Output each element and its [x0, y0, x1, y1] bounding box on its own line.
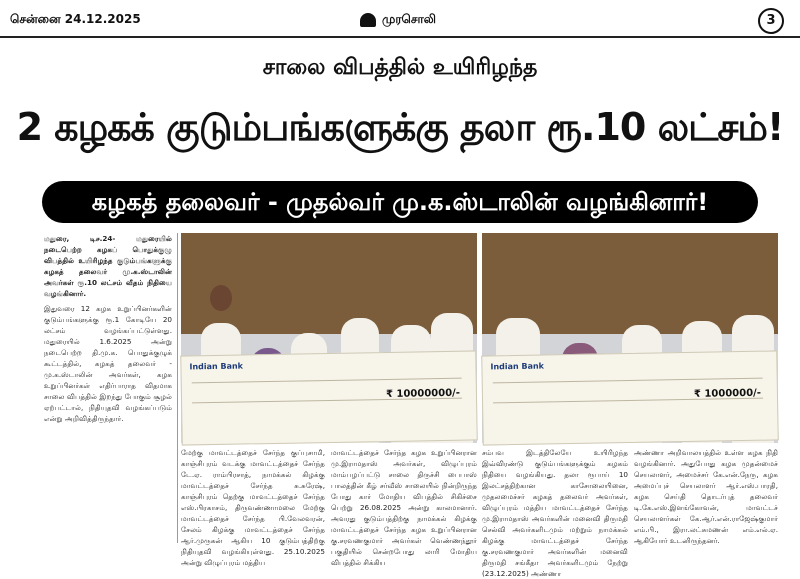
masthead: [360, 12, 436, 28]
subheadline: சாலை விபத்தில் உயிரிழந்த: [262, 55, 538, 80]
article-column-3: மாவட்டத்தைச் சேர்ந்த கழக உறுப்பினரான மு.இராமதாஸ் அவர்கள், விழுப்புரம் மாம்பழப்பட்டு சாலை திருச்சி பைபாஸ் பாலத்தின் கீழ் சர்வீஸ் சாலையில் நின்றிருந்த போது கார் மோதிய விபத்தில் சிகிச்சை பெற்று 26.08.2025 அன்று காலமானார். அவரது குடும்பத்திற்கு நாமக்கல் கிழக்கு மாவட்டத்தைச் சேர்ந்த கழக உறுப்பினரான கு.சரவணகுமார் அவர்கள் வெண்ணந்தூர் பகுதியில் சென்றபோது லாரி மோதிய விபத்தில் சிக்கிய: [331, 448, 477, 567]
cheque-bank-name: Indian Bank: [189, 361, 244, 372]
article-column-1: [44, 233, 172, 543]
cheque-image: [481, 350, 779, 445]
column-divider: [177, 233, 178, 543]
photo-left: [181, 233, 477, 443]
article-column-4: சம்பவ இடத்திலேயே உயிரிழந்த இவ்விரண்டு குடும்பங்களுக்கும் கழகம் நிதியை வழங்கியது. தலா ரூபாய் 10 இலட்சத்திற்கான காசோலையினை, முதலமைச்சர் கழகத் தலைவர் அவர்கள், விழுப்புரம் மத்திய மாவட்டத்தைச் சேர்ந்த மு.இராமதாஸ் அவர்களின் மனைவி திருமதி செல்வி அவர்களிடமும் மற்றும் நாமக்கல் கிழக்கு மாவட்டத்தைச் சேர்ந்த கு.சரவணகுமார் அவர்களின் மனைவி திருமதி சங்கீதா அவர்களிடமும் நேற்று (23.12.2025) அண்ணா: [482, 448, 628, 578]
photo-right: [482, 233, 778, 443]
cheque-image: [180, 350, 478, 445]
article-lead: மதுரை, டிச.24- மதுரையில் நடைபெற்ற கழகப் பொதுக்குழு விபத்தில் உயிரிழந்த குடும்பங்களுக்கு கழகத் தலைவர் மு.க.ஸ்டாலின் அவர்கள் ரூ.10 லட்சம் வீதம் நிதியை வழங்கினார்.: [44, 234, 172, 298]
issue-date: சென்னை 24.12.2025: [10, 12, 141, 26]
banner-headline: கழகத் தலைவர் - முதல்வர் மு.க.ஸ்டாலின் வழங்கினார்!: [42, 181, 758, 223]
masthead-title: முரசொலி: [382, 12, 436, 26]
cheque-amount: ₹ 1000000/-: [693, 387, 762, 400]
page-header: [0, 0, 800, 38]
cheque-bank-name: Indian Bank: [490, 361, 545, 372]
page-number: 3: [758, 8, 784, 34]
article-body-1: இதுவரை 12 கழக உறுப்பினர்களின் குடும்பங்களுக்கு ரூ.1 கோடியே 20 லட்சம் வழங்கப்பட்டுள்ளது. மதுரையில் 1.6.2025 அன்று நடைபெற்ற தி.மு.க. பொதுக்குழுக் கூட்டத்தில், கழகத் தலைவர் - மு.க.ஸ்டாலின் அவர்கள், கழக உறுப்பினர்கள் எதிர்பாராத விதமாக சாலை விபத்தில் இறந்து போகும் சூழல் ஏற்பட்டால், நிதியுதவி வழங்கப்படும் என்று அறிவித்திருந்தார்.: [44, 304, 172, 423]
newspaper-logo-icon: [360, 13, 376, 27]
cheque-amount: ₹ 10000000/-: [385, 387, 461, 401]
headline: 2 கழகக் குடும்பங்களுக்கு தலா ரூ.10 லட்சம்!: [16, 105, 784, 149]
article-column-2: மேற்கு மாவட்டத்தைச் சேர்ந்த குப்புசாமி, காஞ்சிபுரம் வடக்கு மாவட்டத்தைச் சேர்ந்த டே.ஏ. ராம்பிரசாத், நாமக்கல் கிழக்கு மாவட்டத்தைச் சேர்ந்த சு.சுரேஷ், காஞ்சிபுரம் தெற்கு மாவட்டத்தைச் சேர்ந்த எஸ்.பிரகாசம், திருவண்ணாமலை மேற்கு மாவட்டத்தைச் சேர்ந்த பி.வேலவரன், சேலம் கிழக்கு மாவட்டத்தைச் சேர்ந்த ஆர்.முருகன் ஆகிய 10 குடும்பத்திற்கு நிதியுதவி வழங்கியுள்ளது. 25.10.2025 அன்று விழுப்புரம் மத்திய: [181, 448, 325, 567]
article-column-5: அண்ணா அறிவாலயத்தில் உள்ள கழக நிதி வழங்கினார். அதுபோது கழக முதன்மைச் செயலாளர், அமைச்சர் கே.என்.நேரு, கழக அமைப்புச் செயலாளர் ஆர்.எஸ்.பாரதி, கழக செய்தி தொடர்புத் தலைவர் டி.கே.எஸ்.இளங்கோவன், மாவட்டச் செயலாளர்கள் கே.ஆர்.என்.ராஜேஷ்குமார் எம்.பி., இரா.லட்சுமணன் எம்.எல்.ஏ. ஆகியோர் உடனிருந்தனர்.: [634, 448, 778, 545]
